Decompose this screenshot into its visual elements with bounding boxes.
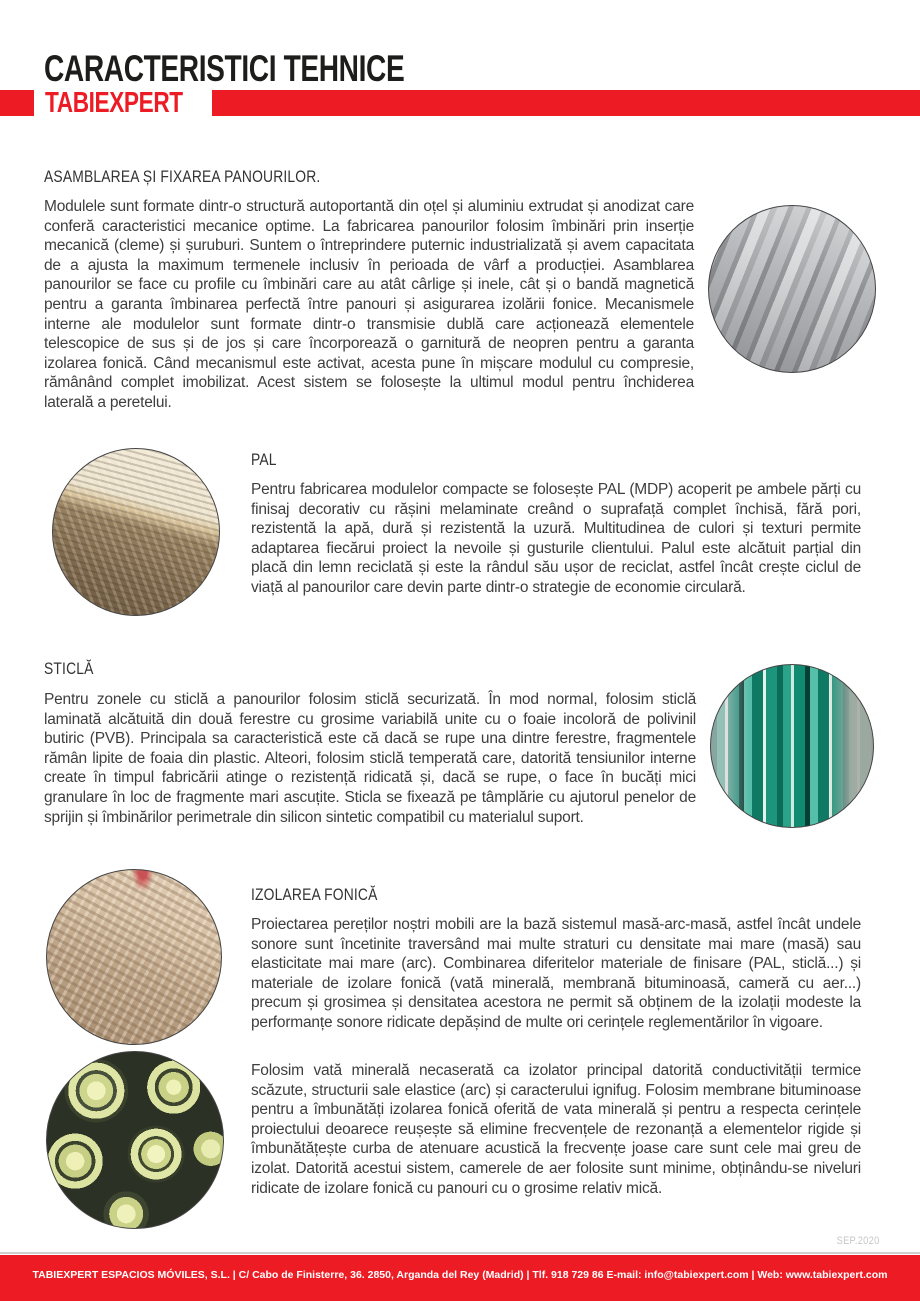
metal-profiles-photo bbox=[708, 205, 876, 373]
section-pal-paragraph: Pentru fabricarea modulelor compacte se folosește PAL (MDP) acoperit pe ambele părți cu finisaj decorativ cu rășini melaminate creând o suprafață complet închisă, fără pori, rezistentă la apă, dură și rezistentă la uzură. Multitudinea de culori și texturi permite adaptarea fiecărui proiect la nevoile și gusturile clientului. Palul este alcătuit parțial din placă din lemn reciclată și este la rândul său ușor de reciclat, astfel încât crește ciclul de viață al panourilor care devin parte dintr-o strategie de economie circulară. bbox=[251, 481, 861, 596]
footer-divider bbox=[0, 1252, 920, 1254]
footer-contact-text: TABIEXPERT ESPACIOS MÓVILES, S.L. | C/ Cabo de Finisterre, 36. 2850, Arganda del Rey (Madrid) | Tlf. 918 729 86 E-mail: info@tabiexpert.com | Web: www.tabiexpert.com bbox=[32, 1269, 888, 1281]
bitumen-membrane-rolls-photo bbox=[46, 1051, 224, 1229]
footer-bar bbox=[0, 1255, 920, 1301]
laminated-glass-photo bbox=[710, 664, 874, 828]
mineral-wool-photo bbox=[46, 869, 222, 1045]
brand-bar-left-block bbox=[0, 90, 34, 116]
brand-label-wrap bbox=[34, 86, 212, 119]
brand-bar-right-fill bbox=[212, 90, 920, 116]
pal-board-photo bbox=[52, 448, 220, 616]
section-sticla-paragraph: Pentru zonele cu sticlă a panourilor folosim sticlă securizată. În mod normal, folosim sticlă laminată alcătuită din două ferestre cu grosime variabilă unite cu o foaie incoloră de polivinil butiric (PVB). Principala sa caracteristică este că dacă se rupe una dintre ferestre, fragmentele rămân lipite de foaia din plastic. Alteori, folosim sticlă temperată care, datorită tensiunilor interne create în timpul fabricării atinge o rezistență ridicată și, dacă se rupe, o face în bucăți mici granulare în loc de fragmente mari ascuțite. Sticla se fixează pe tâmplărie cu ajutorul penelor de sprijin și îmbinărilor perimetrale din silicon sintetic compatibil cu materialul suport. bbox=[44, 691, 696, 826]
page-title: CARACTERISTICI TEHNICE bbox=[44, 48, 405, 89]
brand-bar bbox=[0, 86, 920, 119]
section-sticla-heading: STICLĂ bbox=[44, 660, 94, 678]
brand-label: TABIEXPERT bbox=[45, 86, 183, 119]
section-izolare-paragraph-1: Proiectarea pereților noștri mobili are la bază sistemul masă-arc-masă, astfel încât undele sonore sunt încetinite traversând mai multe straturi cu densitate mai mare (masă) sau elasticitate mai mare (arc). Combinarea diferitelor materiale de finisare (PAL, sticlă...) și materiale de izolare fonică (vată minerală, membrană bituminoasă, cameră cu aer...) precum și grosimea și densitatea acestora ne permit să obținem de la izolații modeste la performanțe sonore ridicate depășind de multe ori cerințele reglementărilor în vigoare. bbox=[251, 916, 861, 1031]
section-izolare-paragraph-2: Folosim vată minerală necaserată ca izolator principal datorită conductivității termice scăzute, structurii sale elastice (arc) și caracterului ignifug. Folosim membrane bituminoase pentru a îmbunătăți izolarea fonică oferită de vata minerală și pentru a respecta cerințele proiectului deoarece reușește să elimine frecvențele de rezonanță a elementelor rigide și îmbunătățește curba de atenuare acustică la frecvențe joase care sunt cele mai greu de izolat. Datorită acestui sistem, camerele de aer folosite sunt minime, obținându-se niveluri ridicate de izolare fonică cu panouri cu o grosime relativ mică. bbox=[251, 1062, 861, 1197]
section-pal-heading: PAL bbox=[251, 451, 277, 469]
section-asamblarea-heading: ASAMBLAREA ȘI FIXAREA PANOURILOR. bbox=[44, 168, 321, 186]
section-asamblarea-paragraph: Modulele sunt formate dintr-o structură autoportantă din oțel și aluminiu extrudat și anodizat care conferă caracteristici mecanice optime. La fabricarea panourilor folosim îmbinări prin inserție mecanică (cleme) și șuruburi. Suntem o întreprindere puternic industrializată și avem capacitata de a ajusta la maximum termenele inclusiv în perioada de vârf a producției. Asamblarea panourilor se face cu profile cu îmbinări care au atât cârlige și inele, cât și o bandă magnetică pentru a garanta îmbinarea perfectă între panouri și asigurarea izolării fonice. Mecanismele interne ale modulelor sunt formate dintr-o transmisie dublă care acționează elementele telescopice de sus și de jos și care încorporează o garnitură de neopren pentru a garanta izolarea fonică. Când mecanismul este activat, acesta pune în mișcare modulul cu compresie, rămânând complet imobilizat. Acest sistem se folosește la ultimul modul pentru închiderea laterală a peretelui. bbox=[44, 198, 694, 411]
section-izolare-heading: IZOLAREA FONICĂ bbox=[251, 886, 378, 904]
edition-date: SEP.2020 bbox=[837, 1235, 880, 1247]
